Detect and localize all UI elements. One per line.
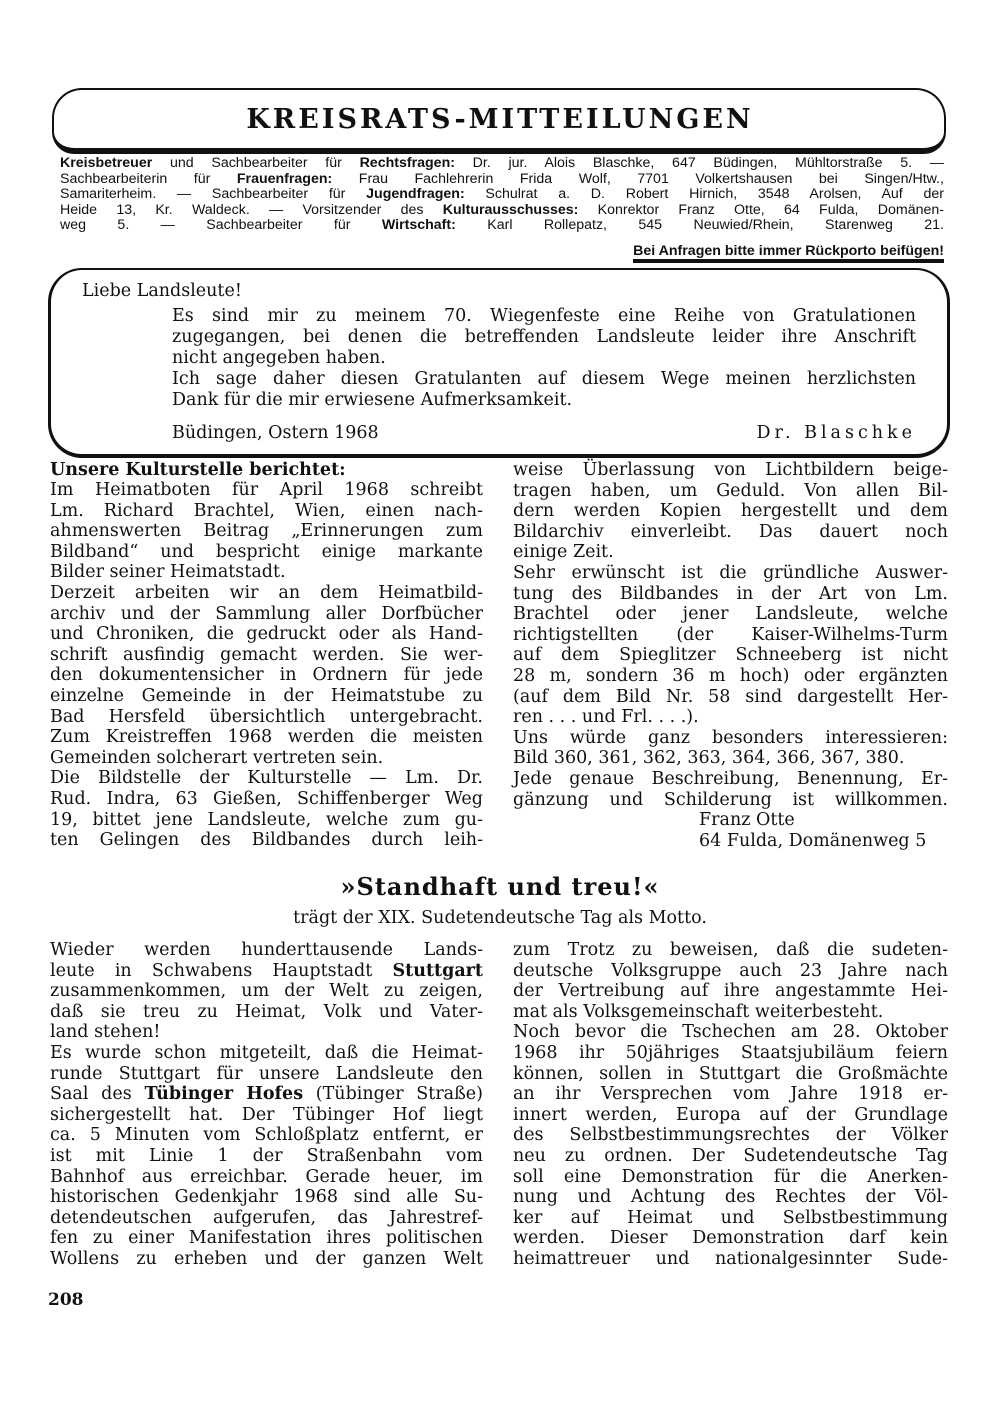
text-line [50,562,483,583]
text-segment: ist mit Linie 1 der Straßenbahn vom [50,1145,483,1166]
letter-body [172,306,916,411]
letter-salutation: Liebe Landsleute! [82,281,242,301]
text-line [513,1064,948,1085]
text-line [50,583,483,604]
text-line [60,203,944,219]
section-title: KREISRATS-MITTEILUNGEN [246,104,754,135]
text-segment: Bildband“ und bespricht einige markante [50,541,483,562]
text-line [50,501,483,522]
bold-term: Rechtsfragen: [359,155,455,171]
text-line [60,172,944,188]
text-line [513,687,948,708]
text-segment: Saal des [50,1084,145,1105]
article-subtitle: trägt der XIX. Sudetendeutsche Tag als Motto. [293,908,707,928]
text-line [172,306,916,327]
text-line [513,961,948,982]
text-segment: Rud. Indra, 63 Gießen, Schiffenberger Weg [50,788,483,809]
text-line [60,218,944,234]
text-line [50,1105,483,1126]
text-segment: einige Zeit. [513,542,614,563]
text-segment: schrift ausfindig gemacht werden. Sie wer- [50,644,483,665]
text-line [50,748,483,769]
text-line [50,1208,483,1229]
contact-info [60,156,944,234]
text-line [50,707,483,728]
text-segment: weise Überlassung von Lichtbildern beige- [513,460,948,480]
text-line [50,480,483,501]
text-line [50,1084,483,1105]
text-line [513,790,948,811]
text-segment: sichergestellt hat. Der Tübinger Hof liegt [50,1104,483,1125]
text-segment: ker auf Heimat und Selbstbestimmung [513,1207,948,1228]
text-segment: Bildarchiv einverleibt. Das dauert noch [513,521,948,542]
text-segment: daß sie treu zu Heimat, Volk und Vater- [50,1001,483,1022]
text-line [513,1022,948,1043]
text-line [513,1249,948,1270]
text-segment: Konrektor Franz Otte, 64 Fulda, Domänen- [578,201,944,218]
text-line [50,1228,483,1249]
text-line [513,1002,948,1023]
text-segment: auf dem Spieglitzer Schneeberg ist nicht [513,645,948,666]
text-segment: ahmenswerten Beitrag „Erinnerungen zum [50,521,483,542]
text-segment: tung des Bildbandes in der Art von Lm. [513,583,948,604]
text-segment: Sachbearbeiterin für [60,170,237,187]
text-line [50,961,483,982]
text-line [513,940,948,961]
text-line [50,521,483,542]
text-line [172,369,916,390]
text-line [172,348,916,369]
text-line [50,1022,483,1043]
text-segment: Bahnhof aus erreichbar. Gerade heuer, im [50,1166,483,1187]
text-segment: und Chroniken, die gedruckt oder als Hand- [50,624,483,645]
text-segment: Bilder seiner Heimatstadt. [50,562,286,583]
bold-term: Tübinger Hofes [144,1084,304,1105]
text-line [50,645,483,666]
text-segment: fen zu einer Manifestation ihres politischen [50,1228,483,1249]
text-line [50,665,483,686]
text-line [513,584,948,605]
text-segment: Bad Hersfeld übersichtlich untergebracht. [50,706,483,727]
text-segment: Bild 360, 361, 362, 363, 364, 366, 367, 380. [513,748,905,769]
text-segment: innert werden, Europa auf der Grundlage [513,1104,948,1125]
text-line [513,645,948,666]
text-segment: dern werden Kopien hergestellt und dem [513,501,948,522]
text-segment: deutsche Volksgruppe auch 23 Jahre nach [513,960,948,981]
text-segment: richtigstellten (der Kaiser-Wilhelms-Turm [513,624,948,645]
text-line [50,981,483,1002]
text-segment: leute in Schwabens Hauptstadt [50,960,393,981]
kultur-heading: Unsere Kulturstelle berichtet: [50,460,346,480]
text-segment: Lm. Richard Brachtel, Wien, einen nach- [50,500,483,521]
text-segment: Ich sage daher diesen Gratulanten auf diesem Wege meinen herzlichsten [172,369,916,389]
text-line [513,769,948,790]
text-segment: heimattreuer und nationalgesinnter Sude- [513,1248,948,1269]
text-line [50,1187,483,1208]
text-line [513,728,948,749]
text-segment: ren . . . und Frl. . . .). [513,707,699,728]
text-segment: Schulrat a. D. Robert Hirnich, 3548 Arolsen, Auf der [464,186,944,203]
text-line [513,501,948,522]
text-segment: nung und Achtung des Rechtes der Völ- [513,1187,948,1208]
text-segment: Es wurde schon mitgeteilt, daß die Heimat- [50,1042,483,1063]
text-line [513,542,948,563]
letter-place-date: Büdingen, Ostern 1968 [172,423,379,443]
text-line [513,1187,948,1208]
article-column-left [50,940,483,1270]
bold-term: Frauenfragen: [236,170,333,187]
text-segment: Zum Kreistreffen 1968 werden die meisten [50,727,483,748]
kultur-column-left [50,480,483,851]
text-line [50,1167,483,1188]
text-segment: Im Heimatboten für April 1968 schreibt [50,480,483,500]
text-segment: historischen Gedenkjahr 1968 sind alle Su- [50,1187,483,1208]
text-line [50,768,483,789]
text-segment: (Tübinger Straße) [303,1084,483,1105]
text-line [513,460,948,481]
text-segment: ca. 5 Minuten vom Schloßplatz entfernt, er [50,1125,483,1146]
bold-term: Stuttgart [392,960,483,981]
text-segment: Die Bildstelle der Kulturstelle — Lm. Dr. [50,768,483,789]
text-segment: detendeutschen aufgerufen, das Jahrestref- [50,1207,483,1228]
text-line [50,686,483,707]
text-segment: einzelne Gemeinde in der Heimatstube zu [50,685,483,706]
text-segment: zum Trotz zu beweisen, daß die sudeten- [513,940,948,960]
text-segment: zusammenkommen, um der Welt zu zeigen, [50,981,483,1002]
letter-signature: Dr. Blaschke [756,423,916,443]
text-segment: 19, bittet jene Landsleute, welche zum gu- [50,809,483,830]
text-line [513,981,948,1002]
text-segment: Dr. jur. Alois Blaschke, 647 Büdingen, Mühltorstraße 5. — [454,155,944,171]
text-segment: der Vertreibung auf ihre angestammte Hei- [513,981,948,1002]
text-line [50,1043,483,1064]
text-segment: an ihr Versprechen vom Jahre 1918 er- [513,1084,948,1105]
text-segment: Samariterheim. — Sachbearbeiter für [60,186,367,203]
text-segment: Jede genaue Beschreibung, Benennung, Er- [513,768,948,789]
text-line [172,390,916,411]
text-line [50,1146,483,1167]
article-column-right [513,940,948,1270]
text-segment: nicht angegeben haben. [172,348,386,368]
text-segment: Karl Rollepatz, 545 Neuwied/Rhein, Starenweg 21. [455,217,944,234]
text-line [513,748,948,769]
text-segment: und Sachbearbeiter für [152,155,360,171]
text-segment: 1968 ihr 50jähriges Staatsjubiläum feiern [513,1042,948,1063]
text-line [172,327,916,348]
text-line [513,666,948,687]
text-segment: des Selbstbestimmungsrechtes der Völker [513,1125,948,1146]
article-author: Franz Otte [699,810,795,831]
bold-term: Kulturausschusses: [442,201,579,218]
text-line [50,1249,483,1270]
text-segment: werden. Dieser Demonstration darf kein [513,1228,948,1249]
text-segment: Derzeit arbeiten wir an dem Heimatbild- [50,582,483,603]
text-line [50,1125,483,1146]
text-line [513,1146,948,1167]
text-line [513,625,948,646]
text-segment: Uns würde ganz besonders interessieren: [513,727,948,748]
text-segment: mat als Volksgemeinschaft weiterbesteht. [513,1001,884,1022]
text-segment: runde Stuttgart für unsere Landsleute den [50,1063,483,1084]
bold-term: Wirtschaft: [381,217,456,234]
article-title: »Standhaft und treu!« [340,872,660,901]
bold-term: Kreisbetreuer [60,155,153,171]
text-segment: können, sollen in Stuttgart die Großmächte [513,1063,948,1084]
text-line [60,156,944,172]
text-line [513,481,948,502]
text-line [50,542,483,563]
text-segment: soll eine Demonstration für die Anerken- [513,1166,948,1187]
text-segment: Dank für die mir erwiesene Aufmerksamkeit. [172,390,573,410]
text-line [513,522,948,543]
text-segment: Heide 13, Kr. Waldeck. — Vorsitzender des [60,201,443,218]
text-segment: neu zu ordnen. Der Sudetendeutsche Tag [513,1145,948,1166]
text-line [513,1167,948,1188]
text-segment: Wollens zu erheben und der ganzen Welt [50,1248,483,1269]
text-line [50,727,483,748]
text-line [513,563,948,584]
text-segment: archiv und der Sammlung aller Dorfbücher [50,603,483,624]
text-line [50,1064,483,1085]
text-line [513,1043,948,1064]
author-address: 64 Fulda, Domänenweg 5 [699,830,927,851]
text-segment: weg 5. — Sachbearbeiter für [60,217,382,234]
text-segment: 28 m, sondern 36 m hoch) oder ergänzten [513,665,948,686]
text-line [50,1002,483,1023]
text-line [50,789,483,810]
text-segment: ten Gelingen des Bildbandes durch leih- [50,830,483,851]
text-line [50,940,483,961]
text-line [513,1228,948,1249]
text-segment: Gemeinden solcherart vertreten sein. [50,747,384,768]
text-segment: den dokumentensicher in Ordnern für jede [50,665,483,686]
text-line [513,707,948,728]
text-line [50,604,483,625]
text-line [513,1084,948,1105]
text-segment: Frau Fachlehrerin Frida Wolf, 7701 Volkertshausen bei Singen/Htw., [332,170,944,187]
bold-term: Jugendfragen: [366,186,465,203]
text-segment: Es sind mir zu meinem 70. Wiegenfeste eine Reihe von Gratulationen [172,306,916,326]
text-segment: tragen haben, um Geduld. Von allen Bil- [513,480,948,501]
text-segment: Noch bevor die Tschechen am 28. Oktober [513,1022,948,1043]
kultur-column-right [513,460,948,851]
text-segment: Brachtel oder jener Landsleute, welche [513,604,948,625]
page-number: 208 [48,1290,84,1310]
text-segment: gänzung und Schilderung ist willkommen. [513,789,948,810]
text-line [513,1125,948,1146]
text-line [60,187,944,203]
text-segment: Sehr erwünscht ist die gründliche Auswer- [513,562,948,583]
text-segment: land stehen! [50,1022,161,1043]
text-line [50,810,483,831]
postage-note: Bei Anfragen bitte immer Rückporto beifügen! [633,243,944,263]
text-line [513,1105,948,1126]
text-line [513,604,948,625]
text-segment: zugegangen, bei denen die betreffenden Landsleute leider ihre Anschrift [172,327,916,347]
text-line [513,1208,948,1229]
text-line [50,624,483,645]
text-segment: (auf dem Bild Nr. 58 sind dargestellt Her- [513,686,948,707]
text-segment: Wieder werden hunderttausende Lands- [50,940,483,960]
text-line [50,830,483,851]
